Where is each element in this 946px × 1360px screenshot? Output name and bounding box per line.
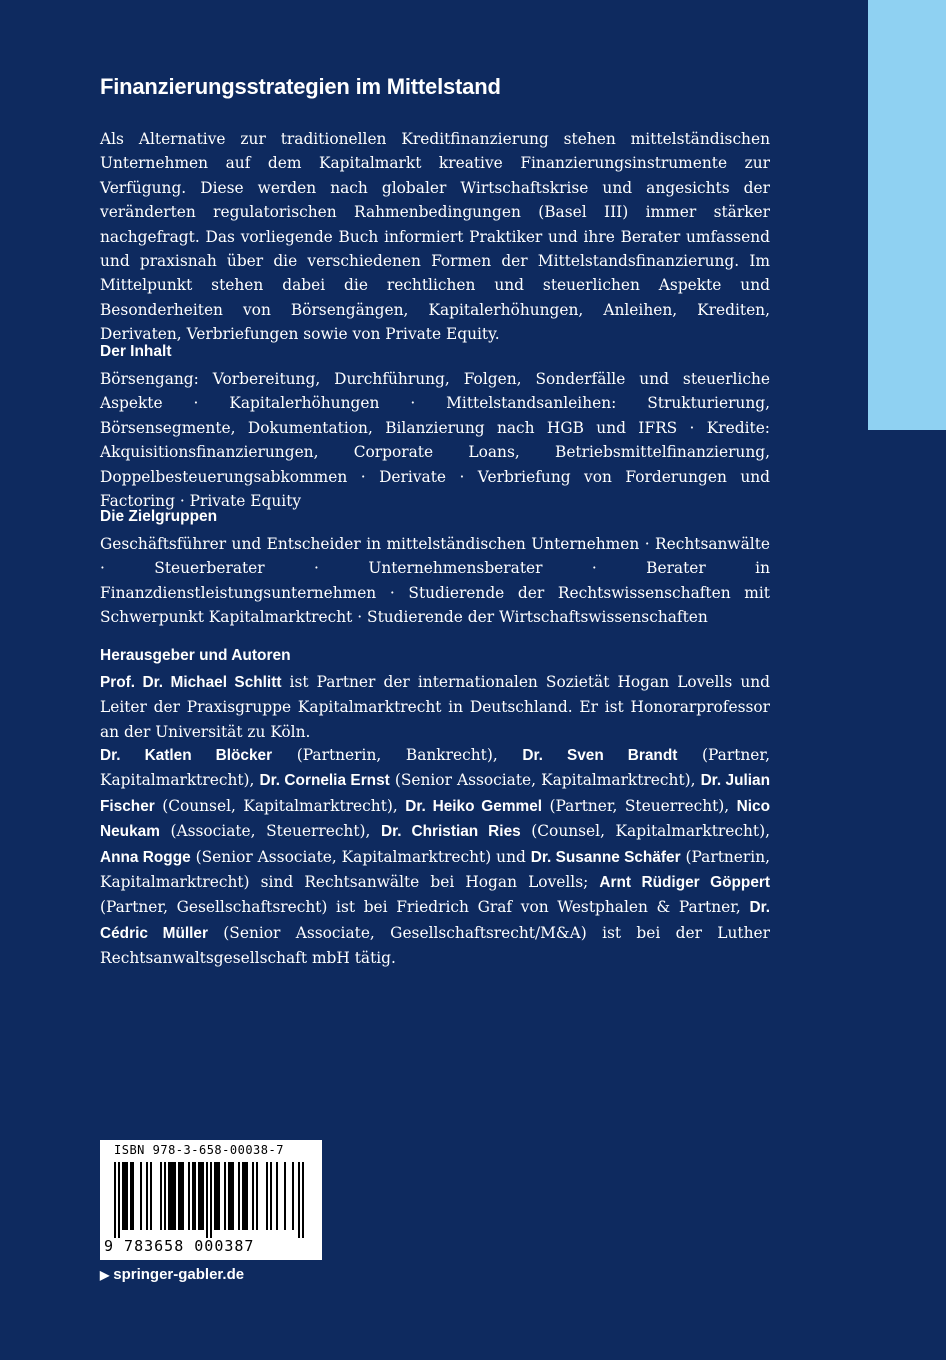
barcode-bar: [202, 1162, 204, 1230]
barcode-bar: [238, 1162, 240, 1230]
author-name: Dr. Cornelia Ernst: [259, 772, 390, 790]
barcode-bar: [122, 1162, 124, 1230]
barcode-bar: [292, 1162, 294, 1230]
barcode-box: [100, 1140, 322, 1260]
autoren-heading: Herausgeber und Autoren: [100, 647, 291, 664]
barcode-bar: [266, 1162, 268, 1230]
author-name: Dr. Cédric Müller: [100, 899, 770, 942]
barcode-bar: [192, 1162, 194, 1230]
barcode-bar: [270, 1162, 272, 1230]
barcode-bar: [194, 1162, 196, 1230]
barcode-bar: [216, 1162, 218, 1230]
barcode-bar: [140, 1162, 142, 1230]
barcode-bar: [150, 1162, 152, 1230]
author-name: Dr. Susanne Schäfer: [530, 848, 681, 866]
author-description: (Counsel, Kapitalmarktrecht),: [520, 822, 770, 841]
barcode-bar: [302, 1162, 304, 1238]
barcode-bar: [118, 1162, 120, 1238]
barcode-bar: [242, 1162, 244, 1230]
authors-paragraph: [100, 743, 770, 971]
barcode-bar: [130, 1162, 132, 1230]
editor-name: Prof. Dr. Michael Schlitt: [100, 674, 282, 691]
barcode-bar: [230, 1162, 232, 1230]
author-description: (Partner, Gesellschaftsrecht) ist bei Friedrich Graf von Westphalen & Partner,: [100, 898, 750, 917]
barcode-bar: [284, 1162, 286, 1230]
ean-digits: 9 783658 000387: [104, 1237, 255, 1255]
barcode-bar: [256, 1162, 258, 1230]
barcode-bar: [114, 1162, 116, 1238]
barcode-bar: [174, 1162, 176, 1230]
inhalt-paragraph: Börsengang: Vorbereitung, Durchführung, Folgen, Sonderfälle und steuerliche Aspekte · Kapitalerhöhungen · Mittelstandsanleihen: Strukturierung, Börsensegmente, Dokumentation, Bilanzierung nach HGB und IFRS · Kredite: Akquisitionsfinanzierungen, Corporate Loans, Betriebsmittelfinanzierung, Doppelbesteuerungsabkommen · Derivate · Verbriefung von Forderungen und Factoring · Private Equity: [100, 370, 770, 511]
author-name: Anna Rogge: [100, 848, 191, 866]
author-description: (Partnerin, Bankrecht),: [272, 746, 523, 764]
editor-paragraph: [100, 670, 770, 744]
accent-color-strip: [868, 0, 946, 430]
author-description: (Counsel, Kapitalmarktrecht),: [154, 796, 406, 815]
barcode-bar: [244, 1162, 246, 1230]
barcode-bar: [188, 1162, 190, 1230]
barcode-bar: [298, 1162, 300, 1238]
barcode-bar: [232, 1162, 234, 1230]
author-description: (Senior Associate, Kapitalmarktrecht) und: [190, 847, 531, 866]
author-name: Dr. Sven Brandt: [522, 747, 678, 764]
intro-paragraph: Als Alternative zur traditionellen Kreditfinanzierung stehen mittelständischen Unternehmen auf dem Kapitalmarkt kreative Finanzierungsinstrumente zur Verfügung. Diese werden nach globaler Wirtschaftskrise und angesichts der veränderten regulatorischen Rahmenbedingungen (Basel III) immer stärker nachgefragt. Das vorliegende Buch informiert Praktiker und ihre Berater umfassend und praxisnah über die verschiedenen Formen der Mittelstandsfinanzierung. Im Mittelpunkt stehen dabei die rechtlichen und steuerlichen Aspekte und Besonderheiten von Börsengängen, Kapitalerhöhungen, Anleihen, Krediten, Derivaten, Verbriefungen sowie von Private Equity.: [100, 130, 770, 344]
barcode-bar: [198, 1162, 200, 1230]
barcode-bar: [206, 1162, 208, 1238]
arrow-right-icon: ▶: [100, 1268, 110, 1282]
barcode-bar: [218, 1162, 220, 1230]
barcode-bar: [178, 1162, 180, 1230]
website-url: springer-gabler.de: [113, 1266, 245, 1283]
barcode-bar: [276, 1162, 278, 1230]
barcode-image: [114, 1162, 310, 1238]
barcode-bar: [170, 1162, 172, 1230]
inhalt-heading: Der Inhalt: [100, 343, 172, 360]
editor-description: ist Partner der internationalen Sozietät Hogan Lovells und Leiter der Praxisgruppe Kapitalmarktrecht in Deutschland. Er ist Honorarprofessor an der Universität zu Köln.: [100, 673, 770, 741]
zielgruppen-heading: Die Zielgruppen: [100, 508, 218, 525]
barcode-bar: [224, 1162, 226, 1230]
author-description: (Senior Associate, Kapitalmarktrecht),: [389, 771, 701, 790]
barcode-bar: [126, 1162, 128, 1230]
author-description: (Partnerin, Kapitalmarktrecht) sind Rechtsanwälte bei Hogan Lovells;: [100, 847, 771, 892]
barcode-bar: [168, 1162, 170, 1230]
zielgruppen-paragraph: Geschäftsführer und Entscheider in mittelständischen Unternehmen · Rechtsanwälte · Steuerberater · Unternehmensberater · Berater in Finanzdienstleistungsunternehmen · Studierende der Rechtswissenschaften mit Schwerpunkt Kapitalmarktrecht · Studierende der Wirtschaftswissenschaften: [100, 535, 770, 627]
barcode-bar: [132, 1162, 134, 1230]
barcode-bar: [182, 1162, 184, 1230]
author-name: Dr. Heiko Gemmel: [405, 797, 543, 815]
barcode-bar: [252, 1162, 254, 1230]
barcode-bar: [164, 1162, 166, 1230]
barcode-bar: [124, 1162, 126, 1230]
barcode-bar: [200, 1162, 202, 1230]
author-name: Nico Neukam: [100, 797, 770, 841]
barcode-bar: [246, 1162, 248, 1230]
author-description: (Partner, Steuerrecht),: [542, 796, 737, 815]
author-description: (Associate, Steuerrecht),: [159, 822, 382, 841]
author-name: Dr. Katlen Blöcker: [100, 747, 273, 764]
barcode-bar: [180, 1162, 182, 1230]
barcode-bar: [228, 1162, 230, 1230]
author-name: Dr. Christian Ries: [381, 823, 521, 841]
barcode-bar: [146, 1162, 148, 1230]
isbn-label: ISBN 978-3-658-00038-7: [114, 1143, 284, 1157]
barcode-bar: [210, 1162, 212, 1238]
author-description: (Senior Associate, Gesellschaftsrecht/M&A) ist bei der Luther Rechtsanwaltsgesellschaft mbH tätig.: [100, 923, 770, 968]
book-title: Finanzierungsstrategien im Mittelstand: [100, 74, 501, 99]
publisher-website-link[interactable]: [100, 1266, 244, 1283]
barcode-bar: [214, 1162, 216, 1230]
author-name: Dr. Julian Fischer: [100, 772, 770, 815]
author-name: Arnt Rüdiger Göppert: [599, 874, 770, 892]
author-description: (Partner, Kapitalmarktrecht),: [100, 746, 770, 790]
barcode-bar: [172, 1162, 174, 1230]
barcode-bar: [160, 1162, 162, 1230]
